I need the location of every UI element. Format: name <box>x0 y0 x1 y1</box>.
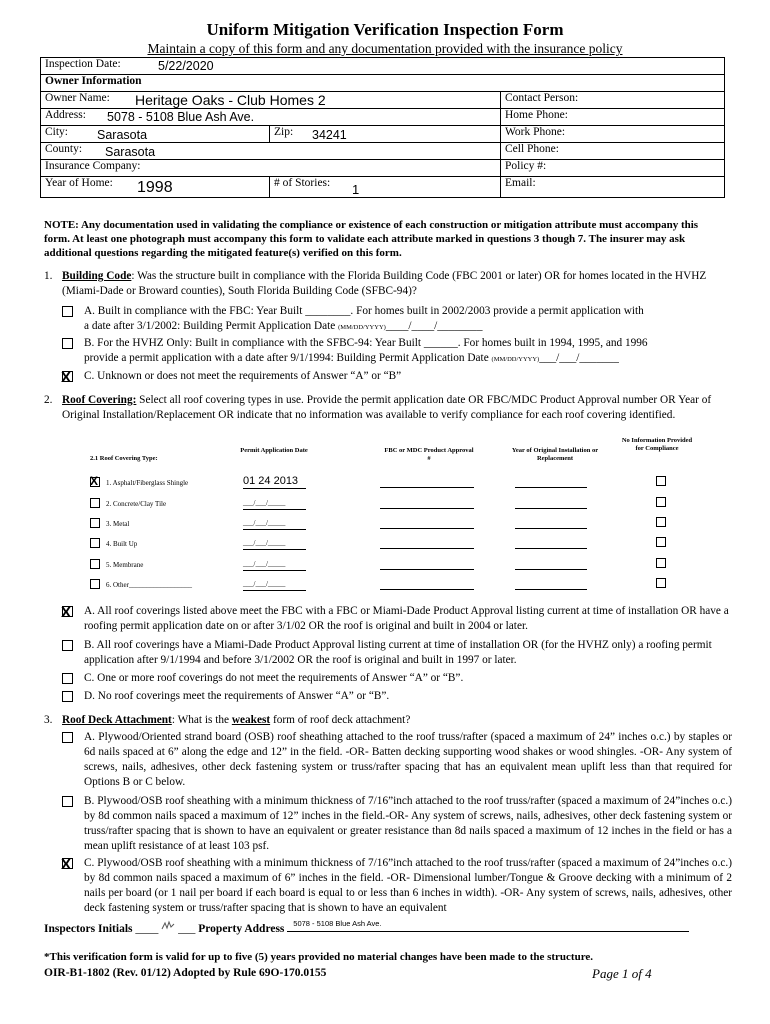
page-number: Page 1 of 4 <box>592 966 652 981</box>
permit-date-field[interactable]: ___/___/_____ <box>243 499 306 510</box>
county-cell: County: Sarasota <box>41 143 270 160</box>
building-code-heading: Building Code <box>62 270 132 282</box>
email-cell[interactable]: Email: <box>501 177 725 198</box>
roof-type-checkbox[interactable] <box>90 474 100 488</box>
roof-type-label: 4. Built Up <box>106 540 138 548</box>
no-info-checkbox[interactable] <box>656 578 666 588</box>
inspector-footer: Inspectors Initials ____ ___ Property Address 5078 - 5108 Blue Ash Ave. <box>44 919 689 935</box>
col-year-installation: Year of Original Installation or Replacement <box>511 447 599 462</box>
q2-a-checkbox[interactable] <box>61 604 73 621</box>
fbc-mdc-field[interactable] <box>380 569 474 570</box>
inspection-date-value[interactable]: 5/22/2020 <box>158 59 214 73</box>
fbc-mdc-field[interactable] <box>380 589 474 590</box>
fbc-mdc-field[interactable] <box>380 528 474 529</box>
fbc-mdc-field[interactable] <box>380 487 474 488</box>
owner-name-cell: Owner Name: Heritage Oaks - Club Homes 2 <box>41 92 501 109</box>
no-info-checkbox[interactable] <box>656 497 666 507</box>
q2-c-checkbox[interactable] <box>62 673 73 684</box>
roof-type-label: 2. Concrete/Clay Tile <box>106 500 167 508</box>
city-value[interactable]: Sarasota <box>97 128 148 142</box>
inspection-date-cell: Inspection Date: 5/22/2020 <box>41 58 725 75</box>
form-id: OIR-B1-1802 (Rev. 01/12) Adopted by Rule 69O-170.0155 <box>44 967 327 979</box>
cell-phone-cell[interactable]: Cell Phone: <box>501 143 725 160</box>
q3-c-checkbox[interactable] <box>61 856 73 873</box>
year-installed-field[interactable] <box>515 487 587 488</box>
roof-type-label: 6. Other__________________ <box>106 581 192 589</box>
home-phone-cell[interactable]: Home Phone: <box>501 109 725 126</box>
q2-d-checkbox[interactable] <box>62 691 73 702</box>
work-phone-cell[interactable]: Work Phone: <box>501 126 725 143</box>
checked-mark: X <box>90 474 99 488</box>
insurance-company-cell[interactable]: Insurance Company: <box>41 160 501 177</box>
zip-value[interactable]: 34241 <box>312 128 347 142</box>
permit-date-field[interactable]: ___/___/_____ <box>243 560 306 571</box>
validity-note: *This verification form is valid for up to five (5) years provided no material changes have been made to the structure. <box>44 951 594 963</box>
col-fbc-mdc: FBC or MDC Product Approval # <box>384 447 474 462</box>
no-info-checkbox[interactable] <box>656 517 666 527</box>
col-no-information: No Information Provided for Compliance <box>621 437 693 452</box>
roof-covering-row <box>90 497 690 517</box>
form-subtitle: Maintain a copy of this form and any documentation provided with the insurance policy <box>147 41 623 56</box>
city-cell: City: Sarasota <box>41 126 270 143</box>
roof-type-checkbox[interactable] <box>90 498 100 508</box>
roof-type-label: 1. Asphalt/Fiberglass Shingle <box>106 479 189 487</box>
roof-covering-row <box>90 537 690 557</box>
q1-a-checkbox[interactable] <box>62 306 73 317</box>
county-value[interactable]: Sarasota <box>105 145 156 159</box>
q2-b-checkbox[interactable] <box>62 640 73 651</box>
property-address-value[interactable]: 5078 - 5108 Blue Ash Ave. <box>293 919 382 928</box>
roof-covering-row <box>90 476 690 496</box>
fbc-mdc-field[interactable] <box>380 548 474 549</box>
owner-information-table <box>40 57 725 198</box>
owner-info-heading: Owner Information <box>41 75 725 92</box>
roof-type-checkbox[interactable] <box>90 538 100 548</box>
form-title: Uniform Mitigation Verification Inspection Form <box>206 20 564 39</box>
year-installed-field[interactable] <box>515 548 587 549</box>
fbc-mdc-field[interactable] <box>380 508 474 509</box>
zip-cell: Zip: 34241 <box>270 126 501 143</box>
checked-mark: X <box>61 369 72 386</box>
no-info-checkbox[interactable] <box>656 537 666 547</box>
year-installed-field[interactable] <box>515 528 587 529</box>
year-installed-field[interactable] <box>515 569 587 570</box>
contact-person-cell[interactable]: Contact Person: <box>501 92 725 109</box>
initials-signature <box>161 920 175 935</box>
roof-type-label: 3. Metal <box>106 520 130 528</box>
roof-covering-row <box>90 578 690 598</box>
permit-date-field[interactable]: 01 24 2013 <box>243 475 306 489</box>
year-installed-field[interactable] <box>515 508 587 509</box>
roof-type-checkbox[interactable] <box>90 559 100 569</box>
q3-a-checkbox[interactable] <box>62 732 73 743</box>
owner-name-value[interactable]: Heritage Oaks - Club Homes 2 <box>135 92 326 108</box>
roof-type-label: 5. Membrane <box>106 561 144 569</box>
policy-cell[interactable]: Policy #: <box>501 160 725 177</box>
roof-deck-heading: Roof Deck Attachment <box>62 714 172 726</box>
permit-date-field[interactable]: ___/___/_____ <box>243 519 306 530</box>
year-of-home-value[interactable]: 1998 <box>137 179 173 196</box>
stories-cell: # of Stories: 1 <box>270 177 501 198</box>
address-value[interactable]: 5078 - 5108 Blue Ash Ave. <box>107 110 255 124</box>
no-info-checkbox[interactable] <box>656 558 666 568</box>
address-cell: Address: 5078 - 5108 Blue Ash Ave. <box>41 109 501 126</box>
col-permit-date: Permit Application Date <box>240 447 308 454</box>
year-of-home-cell: Year of Home: 1998 <box>41 177 270 198</box>
checked-mark: X <box>61 604 72 621</box>
documentation-note: NOTE: Any documentation used in validating the compliance or existence of each construction or mitigation attribute must accompany this form. At least one photograph must accompany this form to validate each attribute marked in questions 3 though 7. The insurer may ask additional questions regarding the mitigated feature(s) verified on this form. <box>44 219 699 259</box>
form-page: Uniform Mitigation Verification Inspection Form Maintain a copy of this form and any documentation provided with the insurance policy Inspection Date: 5/22/2020 Owner Information Owner Name: Heritage Oaks - Club Homes 2 Contact Person: Address: 5078 - 5108 Blue Ash Ave. Home Phone: City: Sarasota Zip: 34241 Work Phone: County: Sarasota Cell Phone: Insurance Company: Policy #: Year of Home: 1998 # of Stories: 1 Email: NOTE: Any documentation used in validating the compliance or existence of each construction or mitigation attribute must accompany this form. At least one photograph must accompany this form to validate each attribute marked in questions 3 though 7. The insurer may ask additional questions regarding the mitigated feature(s) verified on this form. 1. Building Code: Was the structure built in compliance with the Florida Building Code (FBC 2001 or later) OR for homes located in the HVHZ (Miami-Dade or Broward counties), South Florida Building Code (SFBC-94)? A. Built in compliance with the FBC: Year Built ________. For homes built in 2002/2003 provide a permit application with a date after 3/1/2002: Building Permit Application Date (MM/DD/YYYY)____/____/________ B. For the HVHZ Only: Built in compliance with the SFBC-94: Year Built ______. For homes built in 1994, 1995, and 1996 provide a permit application with a date after 9/1/1994: Building Permit Application Date (MM/DD/YYYY)___/___/_______ X C. Unknown or does not meet the requirements of Answer “A” or “B” 2. Roof Covering: Select all roof covering types in use. Provide the permit application date OR FBC/MDC Product Approval number OR Year of Original Installation/Replacement OR indicate that no information was available to verify compliance for each roof covering identified. 2.1 Roof Covering Type: Permit Application Date FBC or MDC Product Approval # Year of Original Installation or Replacement No Information Provided for Compliance X 1. Asphalt/Fiberglass Shingle 01 24 2013 2. Concrete/Clay Tile ___/___/_____ 3. Metal ___/___/_____ 4. Built Up ___/___/_____ 5. Membrane ___/___/_____ 6. Other__________________ ___/___/_____ X A. All roof coverings listed above meet the FBC with a FBC or Miami-Dade Product Approval listing current at time of installation OR have a roofing permit application date on or after 3/1/02 OR the roof is original and built in 2004 or later. B. All roof coverings have a Miami-Dade Product Approval listing current at time of installation OR (for the HVHZ only) a roofing permit application after 9/1/1994 and before 3/1/2002 OR the roof is original and built in 1997 or later. C. One or more roof coverings do not meet the requirements of Answer “A” or “B”. D. No roof coverings meet the requirements of Answer “A” or “B”. 3. Roof Deck Attachment: What is the weakest form of roof deck attachment? A. Plywood/Oriented strand board (OSB) roof sheathing attached to the roof truss/rafter (spaced a maximum of 24” inches o.c.) by staples or 6d nails spaced at 6” along the edge and 12” in the field. -OR- Batten decking supporting wood shakes or wood shingles. -OR- Any system of screws, nails, adhesives, other deck fastening system or truss/rafter spacing that has an equivalent mean uplift less than that required for Options B or C below. B. Plywood/OSB roof sheathing with a minimum thickness of 7/16”inch attached to the roof truss/rafter (spaced a maximum of 24”inches o.c.) by 8d common nails spaced a maximum of 12” inches in the field.-OR- Any system of screws, nails, adhesives, other deck fastening system or truss/rafter spacing that is shown to have an equivalent or greater resistance than 8d nails spaced a maximum of 12 inches in the field or has a mean uplift resistance of at least 103 psf. X C. Plywood/OSB roof sheathing with a minimum thickness of 7/16”inch attached to the roof truss/rafter (spaced a maximum of 24”inches o.c.) by 8d common nails spaced a maximum of 6” inches in the field. -OR- Dimensional lumber/Tongue & Groove decking with a minimum of 2 nails per board (or 1 nail per board if each board is equal to or less than 6 inches in width). -OR- Any system of screws, nails, adhesives, other deck fastening system or truss/rafter spacing that is shown to have an equivalent Inspectors Initials ____ ___ Property Address 5078 - 5108 Blue Ash Ave. *This verification form is valid for up to five (5) years provided no material changes have been made to the structure. OIR-B1-1802 (Rev. 01/12) Adopted by Rule 69O-170.0155 Page 1 of 4 <box>0 0 770 1024</box>
roof-covering-heading: Roof Covering: <box>62 394 137 406</box>
permit-date-field[interactable]: ___/___/_____ <box>243 539 306 550</box>
roof-type-checkbox[interactable] <box>90 579 100 589</box>
permit-date-field[interactable]: ___/___/_____ <box>243 580 306 591</box>
q1-c-checkbox[interactable] <box>61 369 73 386</box>
stories-value[interactable]: 1 <box>352 182 360 197</box>
no-info-checkbox[interactable] <box>656 476 666 486</box>
roof-covering-row <box>90 517 690 537</box>
q3-b-checkbox[interactable] <box>62 796 73 807</box>
roof-type-checkbox[interactable] <box>90 518 100 528</box>
year-installed-field[interactable] <box>515 589 587 590</box>
q1-b-checkbox[interactable] <box>62 338 73 349</box>
checked-mark: X <box>61 856 72 873</box>
roof-covering-row <box>90 558 690 578</box>
col-roof-covering-type: 2.1 Roof Covering Type: <box>90 455 158 462</box>
